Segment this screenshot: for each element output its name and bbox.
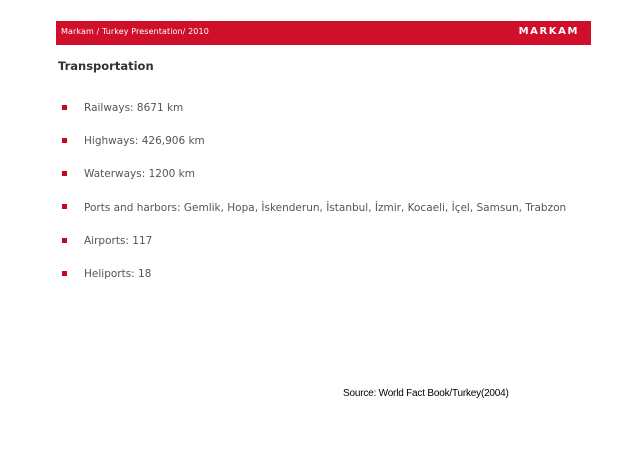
square-bullet-icon	[62, 271, 67, 276]
markam-logo: MARKAM	[518, 26, 579, 37]
bullet-waterways	[62, 166, 562, 183]
bullet-railways	[62, 100, 562, 117]
bullet-text: Railways: 8671 km	[84, 102, 184, 114]
square-bullet-icon	[62, 138, 67, 143]
presentation-title: Markam / Turkey Presentation/ 2010	[61, 27, 209, 36]
header-bar	[56, 21, 591, 45]
slide-title: Transportation	[58, 59, 154, 73]
bullet-highways	[62, 133, 562, 150]
bullet-ports	[62, 199, 574, 217]
square-bullet-icon	[62, 105, 67, 110]
bullet-text: Heliports: 18	[84, 268, 152, 280]
bullet-text: Highways: 426,906 km	[84, 135, 205, 147]
bullet-heliports	[62, 266, 562, 283]
bullet-text: Ports and harbors: Gemlik, Hopa, İskenderun, İstanbul, İzmir, Kocaeli, İçel, Samsun, Trabzon	[84, 202, 567, 214]
square-bullet-icon	[62, 238, 67, 243]
bullet-list	[62, 100, 567, 283]
source-citation: Source: World Fact Book/Turkey(2004)	[343, 388, 509, 399]
bullet-text: Airports: 117	[84, 235, 153, 247]
bullet-airports	[62, 233, 562, 250]
square-bullet-icon	[62, 171, 67, 176]
bullet-text: Waterways: 1200 km	[84, 168, 195, 180]
square-bullet-icon	[62, 204, 67, 209]
